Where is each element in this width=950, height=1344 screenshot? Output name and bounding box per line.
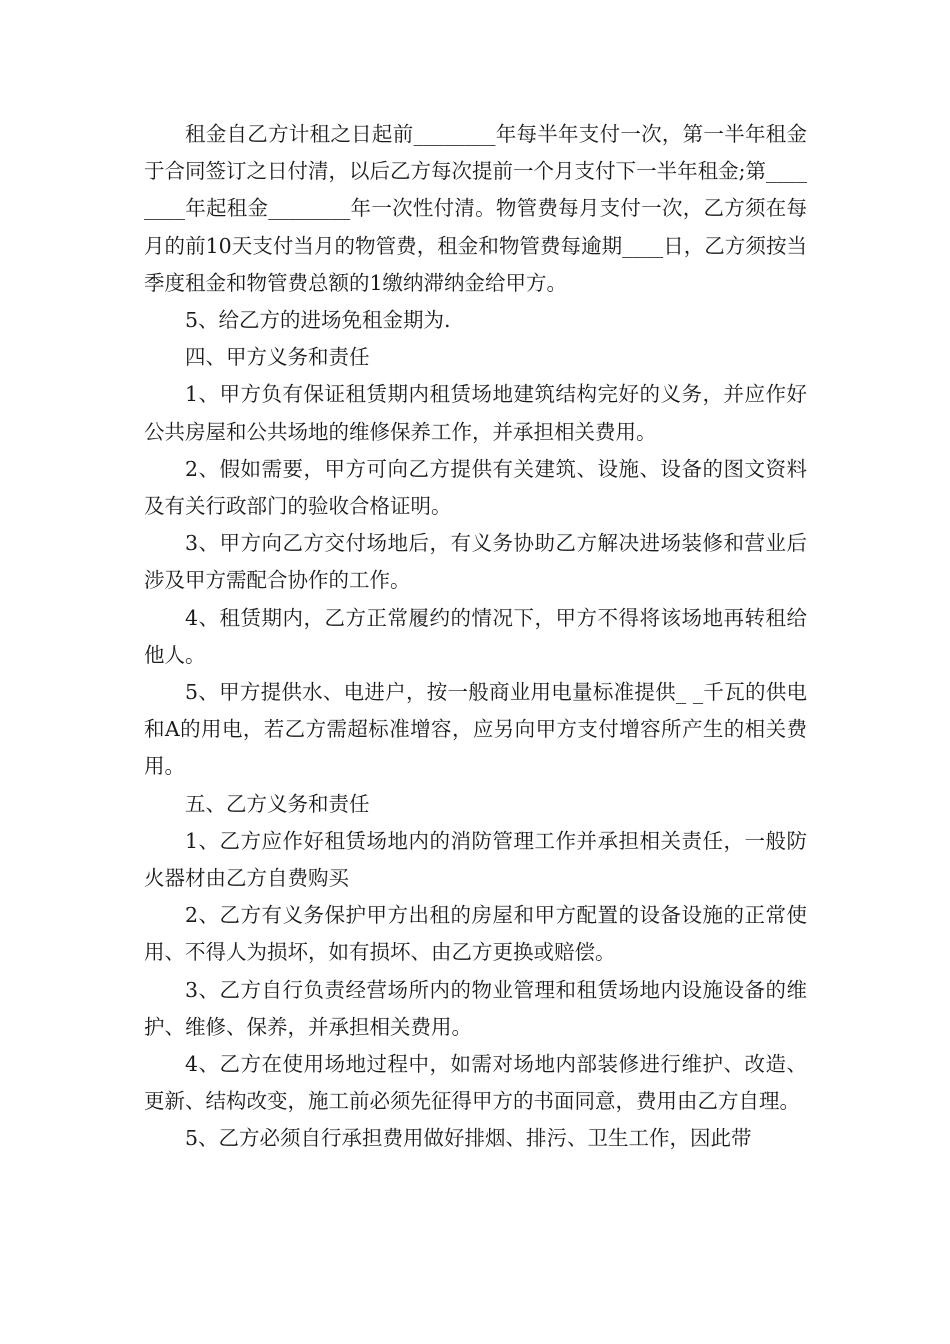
paragraph-party-b-item-3: 3、乙方自行负责经营场所内的物业管理和租赁场地内设施设备的维护、维修、保养，并承担相关费用。 — [144, 977, 807, 1039]
section-heading-party-b-obligations: 五、乙方义务和责任 — [185, 791, 370, 816]
paragraph-party-a-item-5: 5、甲方提供水、电进户，按一般商业用电量标准提供_ _千瓦的供电和A的用电，若乙方需超标准增容，应另向甲方支付增容所产生的相关费用。 — [144, 680, 807, 779]
paragraph-party-a-item-3: 3、甲方向乙方交付场地后，有义务协助乙方解决进场装修和营业后涉及甲方需配合协作的工作。 — [144, 531, 807, 593]
paragraph-party-b-item-2: 2、乙方有义务保护甲方出租的房屋和甲方配置的设备设施的正常使用、不得人为损坏，如有损坏、由乙方更换或赔偿。 — [144, 903, 807, 965]
paragraph-party-a-item-2: 2、假如需要，甲方可向乙方提供有关建筑、设施、设备的图文资料及有关行政部门的验收合格证明。 — [144, 456, 807, 519]
paragraph-rent-free-period: 5、给乙方的进场免租金期为. — [185, 308, 451, 333]
paragraph-party-a-item-1: 1、甲方负有保证租赁期内租赁场地建筑结构完好的义务，并应作好公共房屋和公共场地的维修保养工作，并承担相关费用。 — [144, 382, 807, 444]
paragraph-rent-payment-terms: 租金自乙方计租之日起前________年每半年支付一次，第一半年租金于合同签订之日付清，以后乙方每次提前一个月支付下一半年租金;第________年起租金________年一次性付清。物管费每月支付一次，乙方须在每月的前10天支付当月的物管费，租金和物管费每逾期____日，乙方须按当季度租金和物管费总额的1缴纳滞纳金给甲方。 — [144, 122, 807, 295]
paragraph-party-b-item-1: 1、乙方应作好租赁场地内的消防管理工作并承担相关责任，一般防火器材由乙方自费购买 — [144, 828, 807, 891]
document-body — [144, 116, 807, 1158]
paragraph-party-a-item-4: 4、租赁期内，乙方正常履约的情况下，甲方不得将该场地再转租给他人。 — [144, 605, 807, 667]
section-heading-party-a-obligations: 四、甲方义务和责任 — [185, 345, 370, 370]
paragraph-party-b-item-4: 4、乙方在使用场地过程中，如需对场地内部装修进行维护、改造、更新、结构改变，施工前必须先征得甲方的书面同意，费用由乙方自理。 — [144, 1052, 807, 1114]
paragraph-party-b-item-5: 5、乙方必须自行承担费用做好排烟、排污、卫生工作，因此带 — [185, 1126, 752, 1151]
